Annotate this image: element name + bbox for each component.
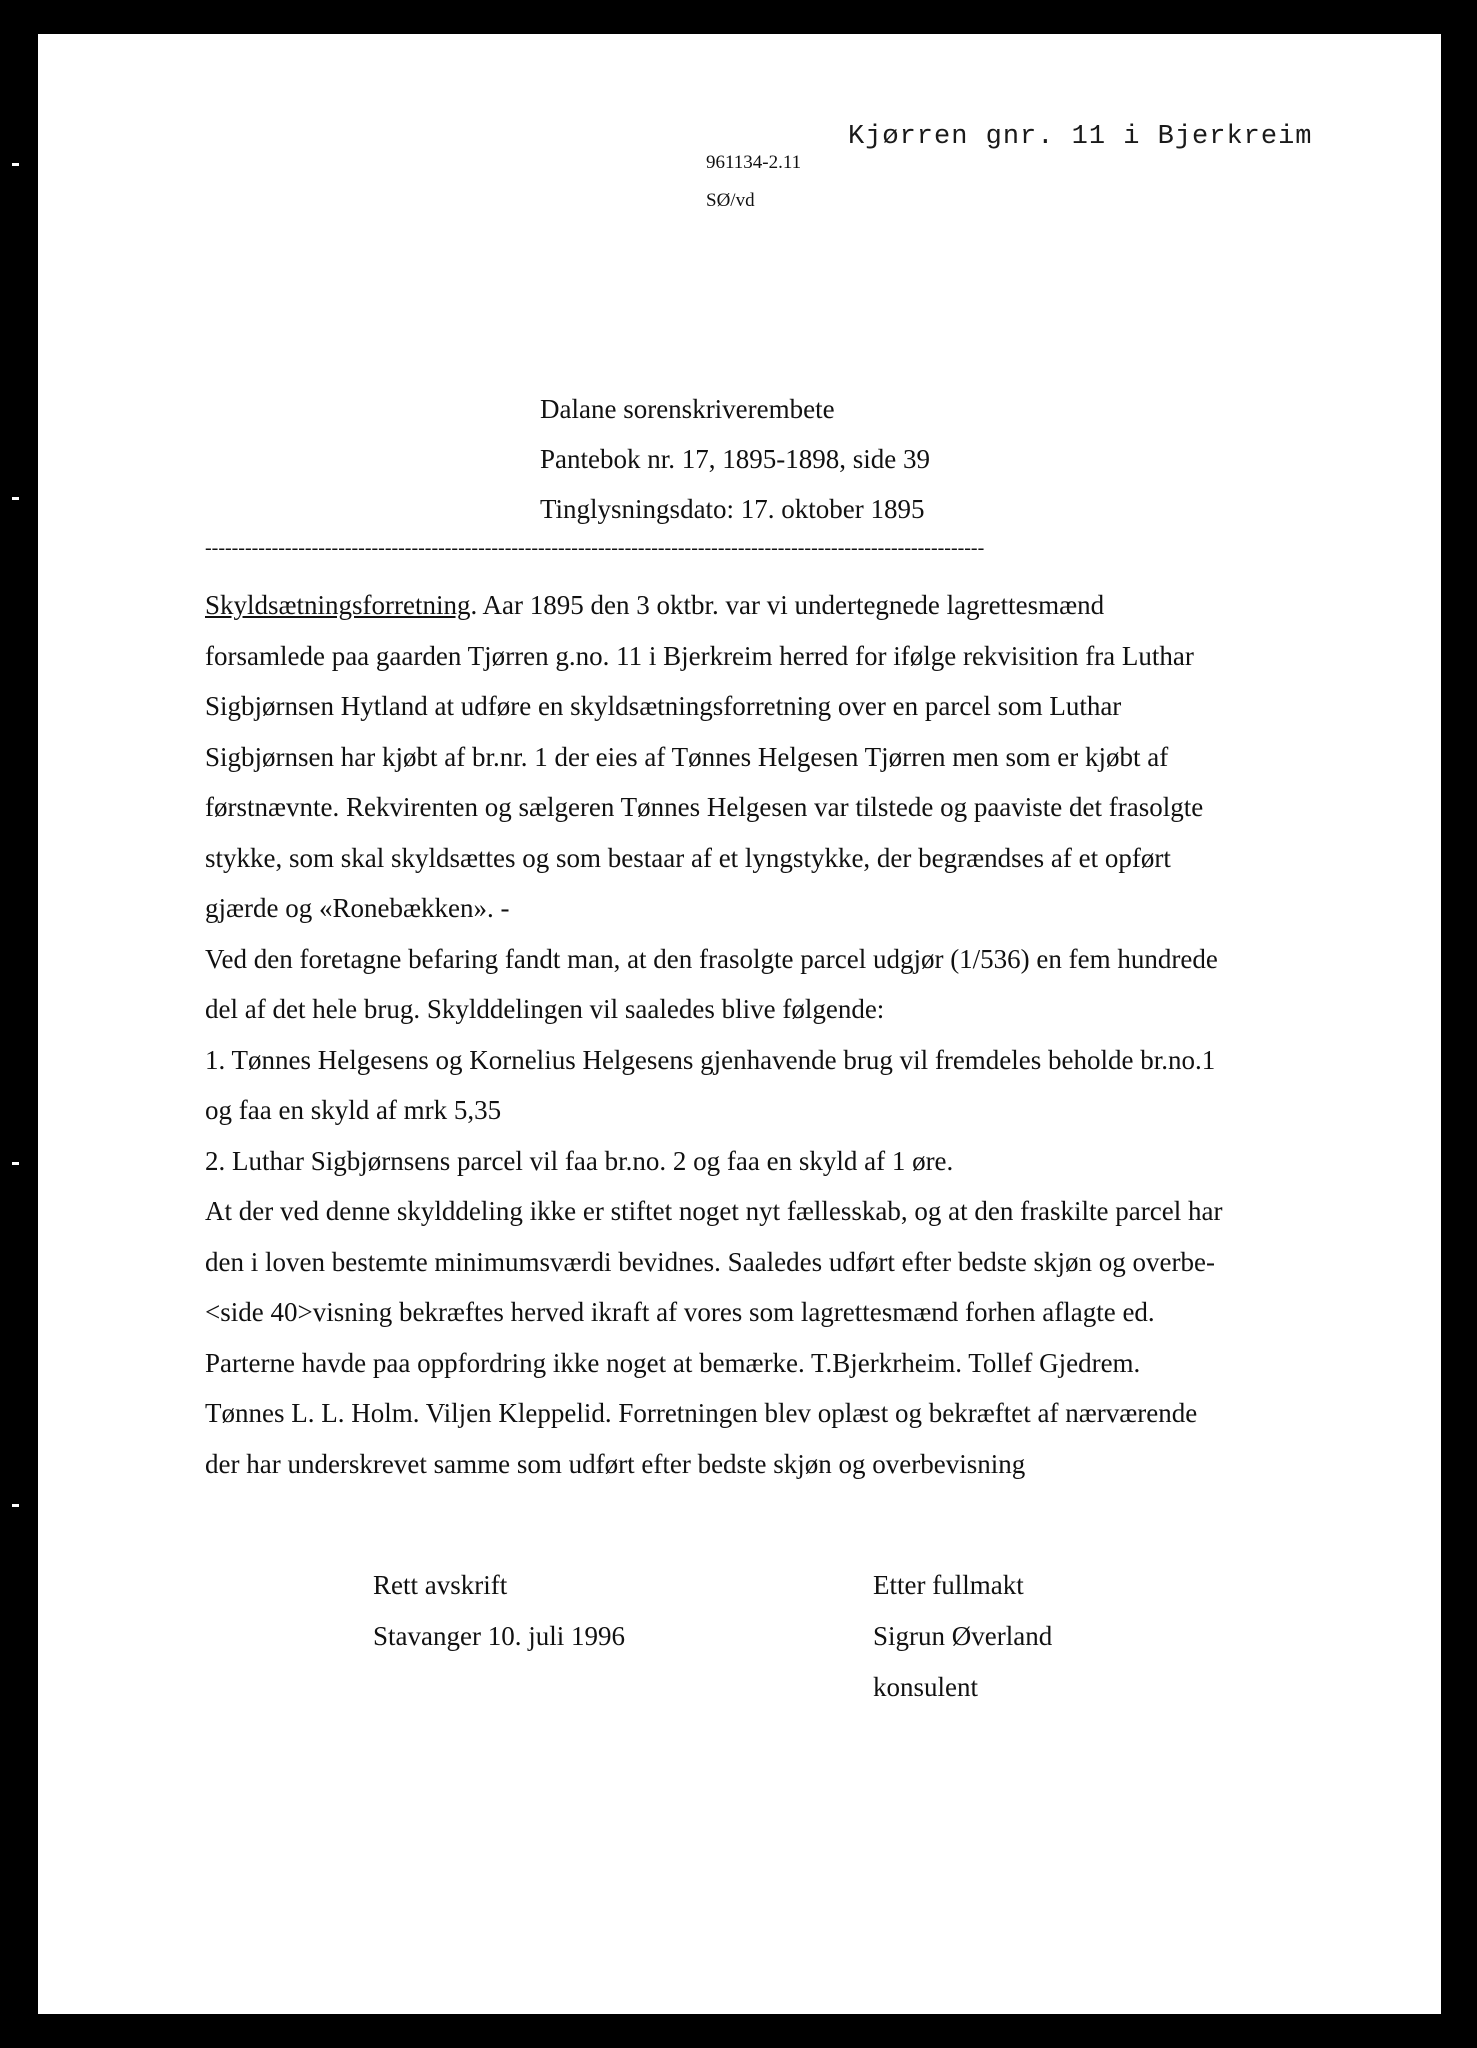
source-office: Dalane sorenskriverembete — [540, 394, 835, 424]
closing-authority: Etter fullmakt — [873, 1570, 1024, 1600]
body-line-13: At der ved denne skylddeling ikke er stiftet noget nyt fællesskab, og at den fraskilte parcel har — [205, 1196, 1223, 1226]
separator-line: --------------------------------------------------------------------------------------------------------------------- — [205, 537, 985, 559]
reference-number: 961134-2.11 — [706, 152, 802, 173]
handwritten-title: Kjørren gnr. 11 i Bjerkreim — [848, 122, 1313, 152]
body-line-7: gjærde og «Ronebækken». - — [205, 893, 510, 923]
body-line-16: Parterne havde paa oppfordring ikke noget at bemærke. T.Bjerkrheim. Tollef Gjedrem. — [205, 1347, 1141, 1378]
document-page — [38, 34, 1441, 2014]
body-line-14: den i loven bestemte minimumsværdi bevidnes. Saaledes udført efter bedste skjøn og overbe- — [205, 1246, 1216, 1277]
body-line-10: 1. Tønnes Helgesens og Kornelius Helgesens gjenhavende brug vil fremdeles beholde br.no.1 — [205, 1044, 1216, 1075]
body-line-15: <side 40>visning bekræftes herved ikraft af vores som lagrettesmænd forhen aflagte ed. — [205, 1297, 1155, 1327]
closing-signatory-name: Sigrun Øverland — [873, 1621, 1053, 1651]
body-line-9: del af det hele brug. Skylddelingen vil saaledes blive følgende: — [205, 994, 885, 1024]
body-heading: Skyldsætningsforretning — [205, 590, 471, 620]
closing-certified-copy: Rett avskrift — [373, 1570, 508, 1600]
body-line-12: 2. Luthar Sigbjørnsens parcel vil faa br.no. 2 og faa en skyld af 1 øre. — [205, 1145, 954, 1176]
source-book: Pantebok nr. 17, 1895-1898, side 39 — [540, 444, 930, 474]
body-line-2: forsamlede paa gaarden Tjørren g.no. 11 i Bjerkreim herred for ifølge rekvisition fra Luthar — [205, 640, 1194, 671]
scan-edge-mark — [12, 1162, 19, 1165]
body-line-6: stykke, som skal skyldsættes og som bestaar af et lyngstykke, der begrændses af et opført — [205, 842, 1171, 873]
body-text — [205, 580, 1285, 1489]
body-line-11: og faa en skyld af mrk 5,35 — [205, 1095, 502, 1125]
body-line-8: Ved den foretagne befaring fandt man, at den frasolgte parcel udgjør (1/536) en fem hundrede — [205, 943, 1218, 974]
initials: SØ/vd — [706, 190, 755, 211]
body-line-5: førstnævnte. Rekvirenten og sælgeren Tønnes Helgesen var tilstede og paaviste det frasolgte — [205, 792, 1204, 822]
scan-edge-mark — [12, 497, 19, 500]
closing-place-date: Stavanger 10. juli 1996 — [373, 1621, 625, 1651]
registration-date: Tinglysningsdato: 17. oktober 1895 — [540, 494, 925, 524]
body-line-1: Skyldsætningsforretning. Aar 1895 den 3 oktbr. var vi undertegnede lagrettesmænd — [205, 590, 1105, 620]
scan-edge-mark — [12, 163, 19, 166]
body-line-17: Tønnes L. L. Holm. Viljen Kleppelid. Forretningen blev oplæst og bekræftet af nærværende — [205, 1398, 1198, 1428]
scan-edge-mark — [12, 1504, 19, 1507]
body-line-4: Sigbjørnsen har kjøbt af br.nr. 1 der eies af Tønnes Helgesen Tjørren men som er kjøbt af — [205, 741, 1169, 772]
body-line-18: der har underskrevet samme som udført efter bedste skjøn og overbevisning — [205, 1448, 1026, 1479]
closing-signatory-title: konsulent — [873, 1672, 978, 1702]
body-line-3: Sigbjørnsen Hytland at udføre en skyldsætningsforretning over en parcel som Luthar — [205, 691, 1122, 721]
